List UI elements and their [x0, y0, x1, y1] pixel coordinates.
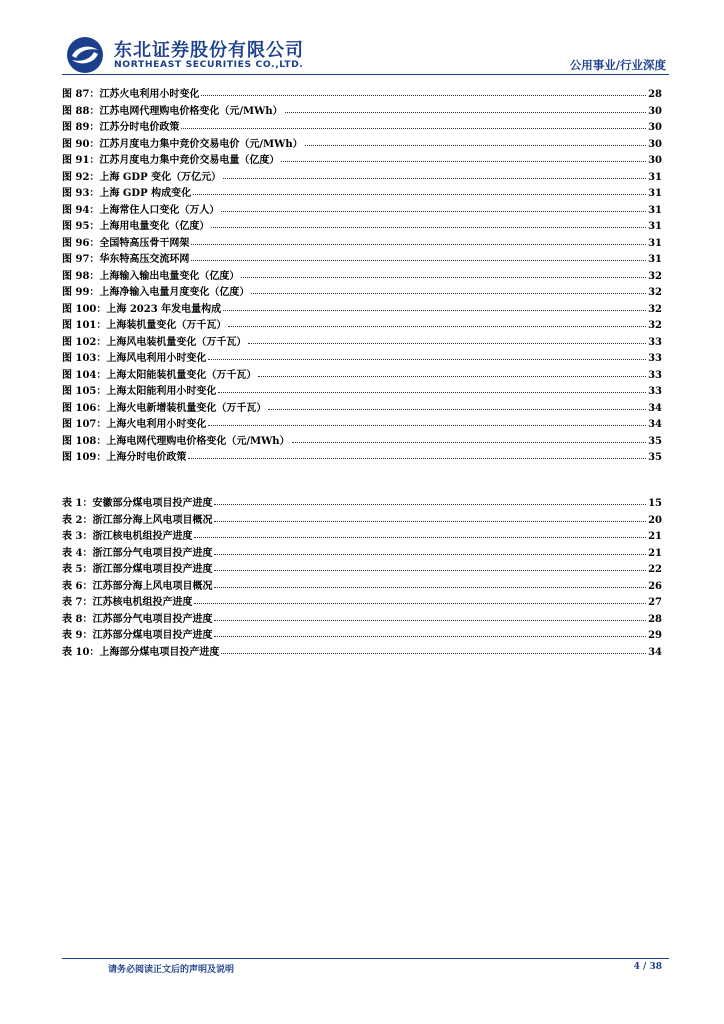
table-toc-entry[interactable] — [62, 611, 662, 628]
toc-entry-page: 28 — [648, 89, 662, 100]
toc-dot-leader — [191, 234, 646, 245]
toc-entry-page: 32 — [648, 303, 662, 315]
toc-dot-leader — [214, 626, 646, 637]
toc-entry-page: 30 — [648, 138, 662, 150]
toc-entry-page: 26 — [648, 580, 662, 592]
toc-entry-label: 表 6：江苏部分海上风电项目概况 — [62, 580, 213, 592]
toc-entry-page: 34 — [648, 646, 662, 658]
toc-dot-leader — [214, 511, 646, 522]
toc-entry-label: 图 96：全国特高压骨干网架 — [62, 237, 190, 249]
toc-entry-page: 34 — [648, 402, 662, 414]
toc-entry-page: 32 — [648, 320, 662, 331]
toc-dot-leader — [194, 593, 646, 604]
table-toc-entry[interactable] — [62, 594, 662, 611]
figures-toc-list — [62, 86, 662, 466]
toc-entry-page: 34 — [648, 419, 662, 430]
toc-entry-label: 图 101：上海装机量变化（万千瓦） — [62, 320, 227, 331]
toc-dot-leader — [221, 643, 646, 654]
toc-entry-label: 图 104：上海太阳能装机量变化（万千瓦） — [62, 369, 257, 381]
table-toc-entry[interactable] — [62, 512, 662, 529]
toc-dot-leader — [208, 349, 646, 360]
toc-entry-label: 图 106：上海火电新增装机量变化（万千瓦） — [62, 402, 267, 414]
toc-entry-page: 31 — [648, 188, 662, 199]
figure-toc-entry[interactable] — [62, 86, 662, 103]
toc-dot-leader — [268, 399, 646, 410]
figure-toc-entry[interactable] — [62, 334, 662, 351]
figure-toc-entry[interactable] — [62, 400, 662, 417]
toc-dot-leader — [281, 151, 646, 162]
toc-dot-leader — [251, 283, 646, 294]
toc-dot-leader — [305, 135, 646, 146]
toc-dot-leader — [223, 168, 646, 179]
toc-entry-page: 31 — [648, 254, 662, 265]
toc-entry-label: 图 93：上海 GDP 构成变化 — [62, 188, 192, 199]
table-toc-entry[interactable] — [62, 627, 662, 644]
figure-toc-entry[interactable] — [62, 317, 662, 334]
toc-dot-leader — [211, 217, 646, 228]
figure-toc-entry[interactable] — [62, 136, 662, 153]
toc-entry-page: 32 — [648, 287, 662, 298]
toc-dot-leader — [214, 610, 646, 621]
toc-entry-page: 30 — [648, 122, 662, 133]
toc-entry-page: 22 — [648, 564, 662, 575]
toc-dot-leader — [223, 300, 646, 311]
toc-entry-page: 29 — [648, 630, 662, 641]
toc-entry-page: 33 — [648, 353, 662, 364]
toc-entry-page: 35 — [648, 435, 662, 447]
toc-entry-label: 表 1：安徽部分煤电项目投产进度 — [62, 498, 213, 509]
page-header — [0, 0, 724, 90]
toc-entry-label: 图 97：华东特高压交流环网 — [62, 254, 190, 265]
table-toc-entry[interactable] — [62, 578, 662, 595]
toc-dot-leader — [214, 544, 646, 555]
toc-dot-leader — [201, 85, 646, 96]
toc-entry-label: 图 88：江苏电网代理购电价格变化（元/MWh） — [62, 105, 283, 117]
company-name-cn: 东北证券股份有限公司 — [114, 40, 304, 61]
toc-entry-page: 32 — [648, 270, 662, 282]
toc-entry-page: 31 — [648, 171, 662, 183]
toc-entry-page: 30 — [648, 105, 662, 117]
toc-entry-label: 表 2：浙江部分海上风电项目概况 — [62, 514, 213, 526]
figure-toc-entry[interactable] — [62, 185, 662, 202]
toc-dot-leader — [241, 267, 646, 278]
toc-entry-page: 15 — [648, 498, 662, 509]
toc-entry-label: 图 95：上海用电量变化（亿度） — [62, 221, 210, 232]
toc-entry-page: 21 — [648, 531, 662, 542]
toc-entry-label: 表 3：浙江核电机组投产进度 — [62, 531, 193, 542]
toc-entry-page: 33 — [648, 336, 662, 348]
toc-entry-page: 33 — [648, 369, 662, 381]
toc-entry-label: 表 5：浙江部分煤电项目投产进度 — [62, 564, 213, 575]
footer-divider — [62, 958, 669, 959]
toc-entry-label: 图 107：上海火电利用小时变化 — [62, 419, 207, 430]
toc-entry-page: 31 — [648, 221, 662, 232]
table-toc-entry[interactable] — [62, 561, 662, 578]
toc-dot-leader — [194, 527, 646, 538]
toc-dot-leader — [181, 118, 646, 129]
toc-dot-leader — [214, 494, 646, 505]
toc-dot-leader — [221, 201, 646, 212]
toc-dot-leader — [248, 333, 646, 344]
toc-dot-leader — [191, 250, 646, 261]
table-toc-entry[interactable] — [62, 495, 662, 512]
toc-dot-leader — [188, 448, 646, 459]
toc-dot-leader — [258, 366, 646, 377]
toc-entry-label: 表 8：江苏部分气电项目投产进度 — [62, 613, 213, 625]
toc-entry-label: 图 89：江苏分时电价政策 — [62, 122, 180, 133]
toc-entry-label: 图 103：上海风电利用小时变化 — [62, 353, 207, 364]
toc-dot-leader — [193, 184, 646, 195]
toc-entry-label: 图 102：上海风电装机量变化（万千瓦） — [62, 336, 247, 348]
figure-toc-entry[interactable] — [62, 301, 662, 318]
table-toc-entry[interactable] — [62, 644, 662, 661]
toc-entry-page: 31 — [648, 237, 662, 249]
toc-dot-leader — [285, 102, 646, 113]
toc-entry-page: 35 — [648, 452, 662, 463]
tables-toc-list — [62, 495, 662, 660]
figure-toc-entry[interactable] — [62, 433, 662, 450]
toc-dot-leader — [218, 382, 646, 393]
toc-entry-label: 表 4：浙江部分气电项目投产进度 — [62, 547, 213, 559]
report-type: 公用事业/行业深度 — [569, 58, 666, 72]
toc-entry-label: 图 100：上海 2023 年发电量构成 — [62, 303, 222, 315]
figure-toc-entry[interactable] — [62, 202, 662, 219]
toc-dot-leader — [292, 432, 646, 443]
figure-toc-entry[interactable] — [62, 268, 662, 285]
toc-dot-leader — [208, 415, 646, 426]
table-toc-entry[interactable] — [62, 528, 662, 545]
toc-entry-page: 27 — [648, 597, 662, 608]
toc-entry-label: 图 94：上海常住人口变化（万人） — [62, 204, 220, 216]
toc-entry-label: 图 108：上海电网代理购电价格变化（元/MWh） — [62, 435, 290, 447]
toc-entry-label: 图 90：江苏月度电力集中竞价交易电价（元/MWh） — [62, 138, 303, 150]
toc-entry-label: 图 87：江苏火电利用小时变化 — [62, 89, 200, 100]
figure-toc-entry[interactable] — [62, 235, 662, 252]
toc-dot-leader — [214, 577, 646, 588]
toc-entry-page: 30 — [648, 155, 662, 166]
toc-entry-page: 28 — [648, 613, 662, 625]
toc-entry-page: 20 — [648, 514, 662, 526]
page-indicator: 4 / 38 — [633, 962, 662, 972]
figure-toc-entry[interactable] — [62, 218, 662, 235]
toc-entry-page: 31 — [648, 204, 662, 216]
footer-disclaimer: 请务必阅读正文后的声明及说明 — [108, 965, 235, 975]
figure-toc-entry[interactable] — [62, 383, 662, 400]
toc-entry-label: 图 92：上海 GDP 变化（万亿元） — [62, 171, 222, 183]
figure-toc-entry[interactable] — [62, 367, 662, 384]
figure-toc-entry[interactable] — [62, 169, 662, 186]
header-divider — [62, 74, 669, 75]
figure-toc-entry[interactable] — [62, 103, 662, 120]
company-name-en: NORTHEAST SECURITIES CO.,LTD. — [114, 59, 304, 70]
toc-dot-leader — [214, 560, 646, 571]
northeast-securities-logo-icon — [66, 36, 104, 74]
toc-entry-page: 33 — [648, 386, 662, 397]
toc-entry-label: 图 105：上海太阳能利用小时变化 — [62, 386, 217, 397]
figure-toc-entry[interactable] — [62, 251, 662, 268]
toc-entry-label: 图 109：上海分时电价政策 — [62, 452, 187, 463]
toc-entry-label: 表 10：上海部分煤电项目投产进度 — [62, 646, 220, 658]
figure-toc-entry[interactable] — [62, 416, 662, 433]
toc-entry-label: 图 91：江苏月度电力集中竞价交易电量（亿度） — [62, 155, 280, 166]
toc-entry-label: 图 99：上海净输入电量月度变化（亿度） — [62, 287, 250, 298]
table-toc-entry[interactable] — [62, 545, 662, 562]
toc-entry-label: 图 98：上海输入输出电量变化（亿度） — [62, 270, 240, 282]
figure-toc-entry[interactable] — [62, 350, 662, 367]
figure-toc-entry[interactable] — [62, 119, 662, 136]
toc-entry-page: 21 — [648, 547, 662, 559]
toc-entry-label: 表 7：江苏核电机组投产进度 — [62, 597, 193, 608]
figure-toc-entry[interactable] — [62, 449, 662, 466]
toc-entry-label: 表 9：江苏部分煤电项目投产进度 — [62, 630, 213, 641]
figure-toc-entry[interactable] — [62, 284, 662, 301]
toc-dot-leader — [228, 316, 646, 327]
figure-toc-entry[interactable] — [62, 152, 662, 169]
